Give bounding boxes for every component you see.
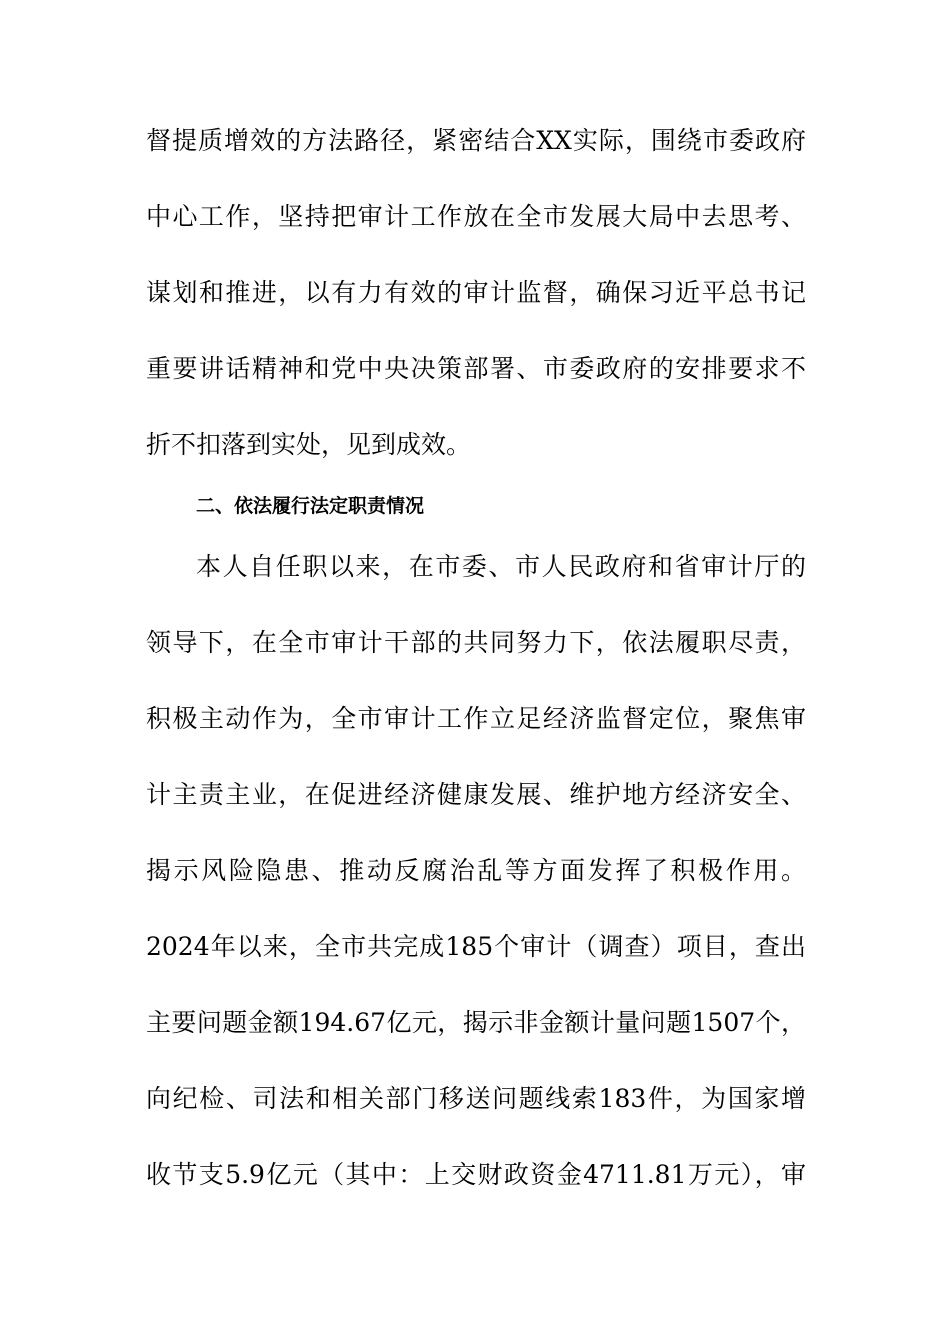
text-line: 主要问题金额194.67亿元，揭示非金额计量问题1507个，	[146, 1008, 806, 1037]
text-line: 重要讲话精神和党中央决策部署、市委政府的安排要求不	[146, 354, 806, 383]
text-line: 揭示风险隐患、推动反腐治乱等方面发挥了积极作用。	[146, 856, 806, 885]
text-line: 向纪检、司法和相关部门移送问题线索183件，为国家增	[146, 1084, 806, 1113]
text-line: 领导下，在全市审计干部的共同努力下，依法履职尽责，	[146, 628, 806, 657]
text-line: 本人自任职以来，在市委、市人民政府和省审计厅的	[196, 552, 806, 581]
text-line: 中心工作，坚持把审计工作放在全市发展大局中去思考、	[146, 202, 806, 231]
text-line: 积极主动作为，全市审计工作立足经济监督定位，聚焦审	[146, 704, 806, 733]
text-line: 督提质增效的方法路径，紧密结合XX实际，围绕市委政府	[146, 126, 806, 155]
text-line: 折不扣落到实处，见到成效。	[146, 430, 472, 459]
text-line: 2024年以来，全市共完成185个审计（调查）项目，查出	[146, 932, 806, 961]
section-heading: 二、依法履行法定职责情况	[196, 495, 425, 517]
text-line: 谋划和推进，以有力有效的审计监督，确保习近平总书记	[146, 278, 806, 307]
text-line: 计主责主业，在促进经济健康发展、维护地方经济安全、	[146, 780, 806, 809]
text-line: 收节支5.9亿元（其中：上交财政资金4711.81万元），审	[146, 1160, 806, 1189]
